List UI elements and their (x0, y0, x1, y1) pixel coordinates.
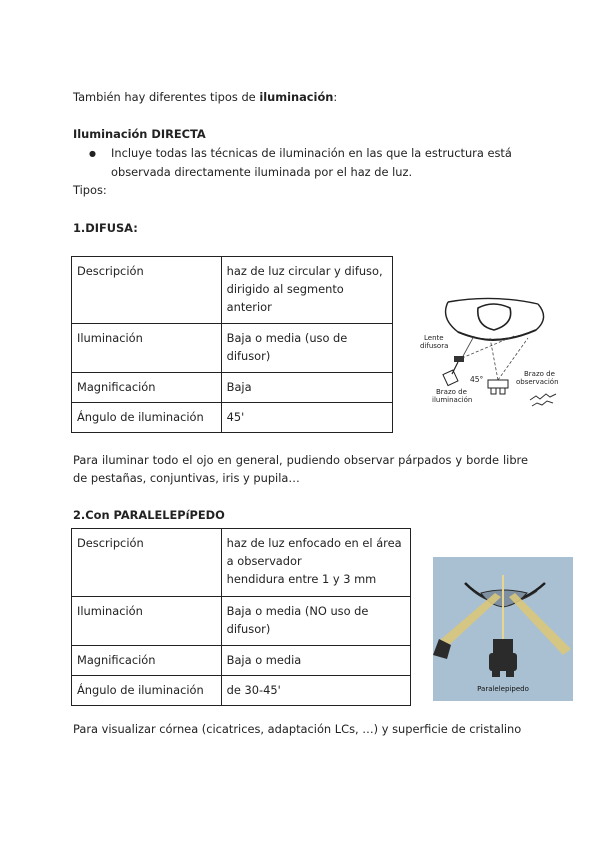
table-row (72, 257, 393, 324)
table-row (72, 597, 411, 646)
table-cell-label: Ángulo de iluminación (72, 676, 222, 706)
table-cell-value: Baja (221, 373, 392, 403)
paralelepipedo-photo-svg (433, 557, 573, 701)
table-cell-label: Iluminación (72, 597, 222, 646)
paralelepipedo-paragraph: Para visualizar córnea (cicatrices, adaptación LCs, …) y superficie de cristalino (73, 722, 522, 736)
table-row (72, 403, 393, 433)
obs-label-2: observación (516, 378, 558, 386)
table-cell-value: Baja o media (221, 646, 410, 676)
table-cell-label: Magnificación (72, 373, 222, 403)
obs-label-1: Brazo de (524, 370, 555, 378)
table-cell-line: hendidura entre 1 y 3 mm (226, 572, 377, 586)
paralelepipedo-heading (73, 506, 225, 524)
table-cell-label: Descripción (72, 257, 222, 324)
table-cell-line: haz de luz enfocado en el área a observador (226, 536, 402, 568)
directa-heading-text: Iluminación DIRECTA (73, 127, 206, 141)
directa-bullet-list (73, 144, 533, 182)
difusa-paragraph: Para iluminar todo el ojo en general, pudiendo observar párpados y borde libre de pestañas, conjuntivas, iris y pupila… (73, 453, 528, 485)
table-row (72, 373, 393, 403)
table-cell-label: Descripción (72, 529, 222, 597)
table-row (72, 676, 411, 706)
table-cell-value: Baja o media (NO uso de difusor) (221, 597, 410, 646)
difusa-heading-text: 1.DIFUSA: (73, 221, 138, 235)
tipos-label: Tipos: (73, 183, 107, 197)
paralelepipedo-table (71, 528, 411, 706)
table-row (72, 646, 411, 676)
ilum-label-2: iluminación (432, 396, 473, 404)
paralelepipedo-heading-text: 2.Con PARALELEPíPEDO (73, 508, 225, 522)
difusa-table (71, 256, 393, 433)
table-cell-label: Magnificación (72, 646, 222, 676)
table-cell-label: Ángulo de iluminación (72, 403, 222, 433)
lente-label-1: Lente (424, 334, 444, 342)
intro-text: También hay diferentes tipos de (73, 90, 260, 104)
paralelepipedo-photo (433, 557, 573, 701)
intro-line (73, 88, 337, 106)
table-cell-value: de 30-45' (221, 676, 410, 706)
directa-heading (73, 125, 206, 143)
lente-label-2: difusora (420, 342, 449, 350)
intro-suffix: : (333, 90, 338, 104)
table-cell-value: 45' (221, 403, 392, 433)
difusa-diagram-svg (418, 296, 558, 416)
paralelepipedo-caption: Paralelepipedo (477, 685, 529, 693)
table-cell-label: Iluminación (72, 324, 222, 373)
ilum-label-1: Brazo de (436, 388, 467, 396)
table-row (72, 324, 393, 373)
difusa-heading (73, 219, 138, 237)
directa-bullet-item: ● Incluye todas las técnicas de iluminación en las que la estructura está observada directamente iluminada por el haz de luz. (73, 144, 533, 182)
table-cell-value: Baja o media (uso de difusor) (221, 324, 392, 373)
intro-bold: iluminación (259, 90, 334, 104)
table-cell-value (221, 529, 410, 597)
difusa-diagram (418, 296, 558, 416)
angle-label: 45° (470, 375, 484, 384)
table-row (72, 529, 411, 597)
table-cell-value: haz de luz circular y difuso, dirigido al segmento anterior (221, 257, 392, 324)
